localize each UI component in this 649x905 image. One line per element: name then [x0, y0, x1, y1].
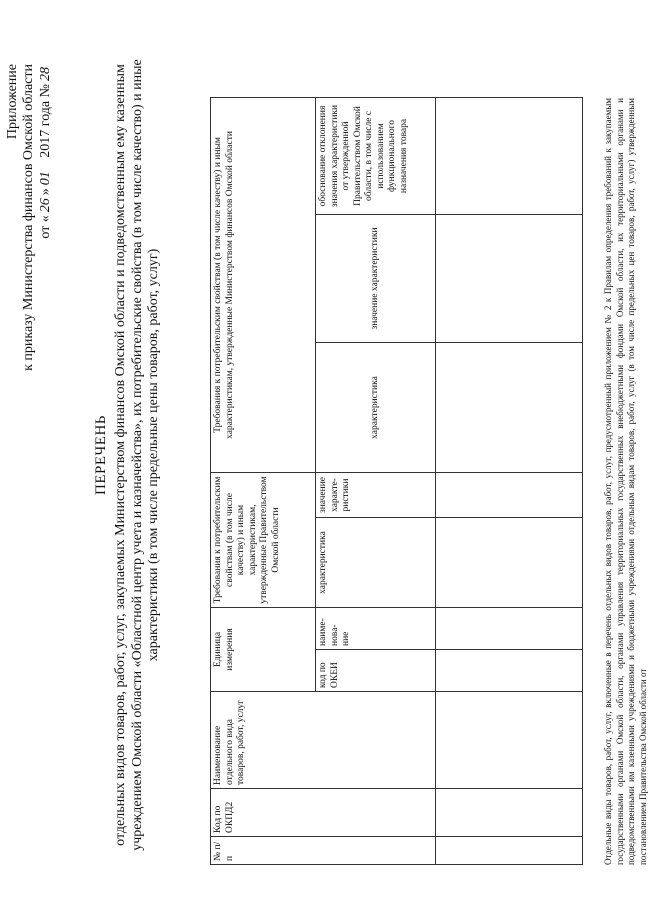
subheader-justification: обоснование отклонения значения характеристики от утвержденной Правительством Омской области, в том числе с использованием функционального назначения товара: [316, 97, 436, 214]
subheader-ministry-value: значение характеристики: [316, 215, 436, 343]
header-number: № п/п: [211, 837, 436, 865]
header-requirements-government: Требования к потребительским свойствам (в том числе качеству) и иным характеристикам, утвержденные Правительством Омской области: [211, 473, 316, 608]
subheader-characteristic: характеристика: [316, 518, 436, 608]
table-cell: [436, 215, 583, 343]
subheader-ministry-characteristic: характеристика: [316, 343, 436, 473]
table-cell: [436, 650, 583, 692]
order-number: 28: [38, 67, 53, 81]
date-mid: »: [38, 188, 53, 196]
order-day: 26: [38, 198, 53, 213]
subheader-unit-name: наиме-нова-ние: [316, 608, 436, 650]
table-cell: [436, 343, 583, 473]
table-row: [436, 97, 583, 864]
order-month: 01: [38, 171, 53, 186]
subheader-characteristic-value: значение характе-ристики: [316, 473, 436, 518]
subheader-okei-code: код по ОКЕИ: [316, 650, 436, 692]
document-title: ПЕРЕЧЕНЬ: [93, 415, 109, 495]
table-cell: [436, 473, 583, 518]
table-cell: [436, 608, 583, 650]
table-cell: [436, 789, 583, 837]
document-subtitle: отдельных видов товаров, работ, услуг, закупаемых Министерством финансов Омской области и подведомственным ему казенным учреждением Омской области «Областной центр учета и казначейства», их потребительские свойства (в том числе качество) и иные характеристики (в том числе предельные цены товаров, работ, услуг): [113, 59, 161, 851]
requirements-table: [210, 97, 583, 865]
order-reference: к приказу Министерства финансов Омской области: [21, 64, 36, 371]
header-item-name: Наименование отдельного вида товаров, работ, услуг: [211, 692, 436, 789]
table-cell: [436, 692, 583, 789]
order-date-line: [38, 64, 54, 239]
header-unit: Единица измерения: [211, 608, 316, 692]
footnote-text: Отдельные виды товаров, работ, услуг, включенные в перечень отдельных видов товаров, работ, услуг, предусмотренный приложением № 2 к Правилам определения требований к закупаемым государственными органами Омской области, органами управления территориальных государственных внебюджетными фондами Омской области, их территориальными органами и подведомственными им казенными учреждениями и бюджетными учреждениями отдельным видам товаров, работ, услуг (в том числе предельных цен товаров, работ, услуг) утвержденным постановлением Правительства Омской области от: [603, 98, 648, 865]
header-okpd2-code: Код по ОКПД2: [211, 789, 436, 837]
table-cell: [436, 518, 583, 608]
order-year: 2017 года №: [38, 84, 53, 158]
appendix-label: Приложение: [5, 64, 20, 140]
header-requirements-ministry: Требования к потребительским свойствам (в том числе качеству) и иным характеристикам, утвержденные Министерством финансов Омской области: [211, 97, 316, 472]
date-prefix: от «: [38, 215, 53, 239]
table-cell: [436, 837, 583, 865]
table-cell: [436, 97, 583, 214]
